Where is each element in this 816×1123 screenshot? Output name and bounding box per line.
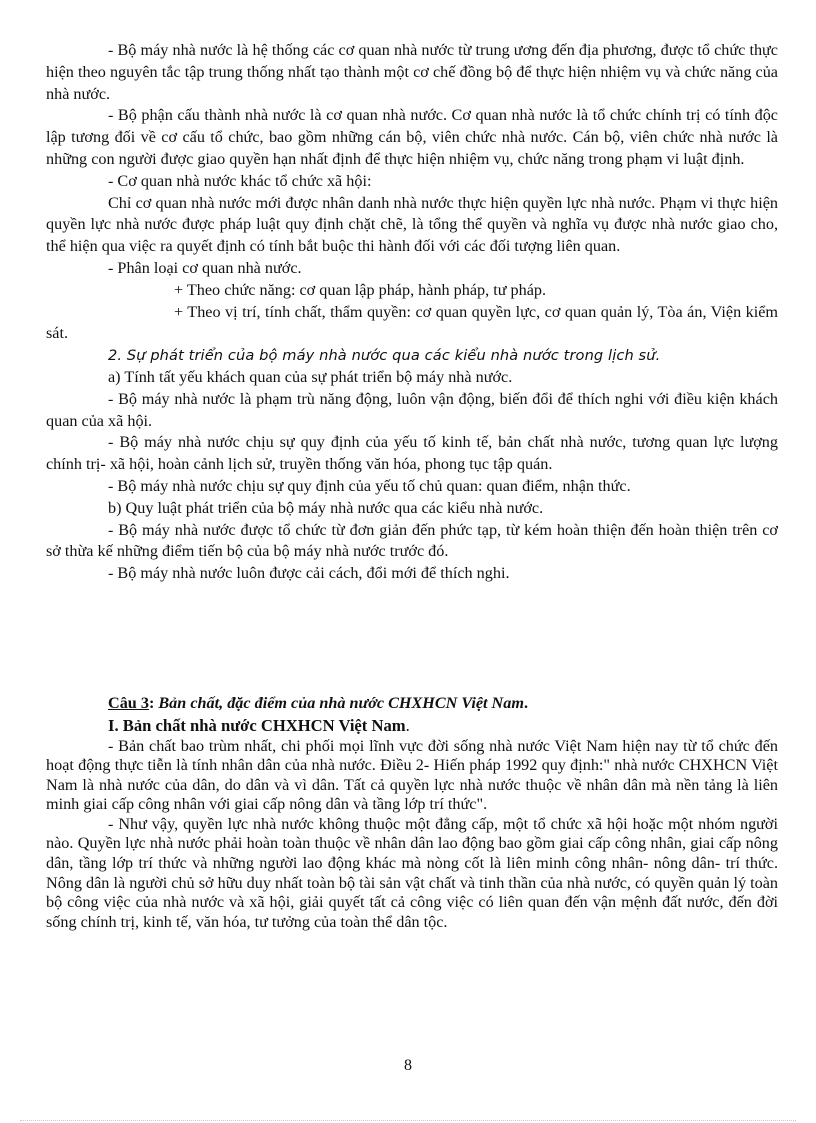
paragraph-yeu-to-chu-quan xyxy=(46,476,778,498)
list-item-text: + Theo vị trí, tính chất, thẩm quyền: cơ quan quyền lực, cơ quan quản lý, Tòa án, Viện kiểm sát. xyxy=(46,302,778,343)
paragraph-don-gian-phuc-tap xyxy=(46,520,778,564)
question-end: . xyxy=(523,693,528,712)
question-heading xyxy=(108,693,778,715)
paragraph-text: - Bộ máy nhà nước là phạm trù năng động, luôn vận động, biến đổi để thích nghi với điều kiện khách quan của xã hội. xyxy=(46,389,778,430)
paragraph-text: - Bộ máy nhà nước được tổ chức từ đơn giản đến phức tạp, từ kém hoàn thiện đến hoàn thiện trên cơ sở thừa kế những điểm tiến bộ của bộ máy nhà nước trước đó. xyxy=(46,520,778,561)
paragraph-text: - Bộ phận cấu thành nhà nước là cơ quan nhà nước. Cơ quan nhà nước là tổ chức chính trị có tính độc lập tương đối về cơ cấu tổ chức, bao gồm những cán bộ, viên chức nhà nước. Cán bộ, viên chức nhà nước là những con người được giao quyền hạn nhất định để thực hiện nhiệm vụ, chức năng trong phạm vi luật định. xyxy=(46,106,778,168)
list-item-theo-vi-tri xyxy=(46,302,778,346)
section-I-heading-text: I. Bản chất nhà nước CHXHCN Việt Nam xyxy=(108,715,406,735)
paragraph-text: - Bộ máy nhà nước luôn được cải cách, đổi mới để thích nghi. xyxy=(108,564,510,583)
list-item-text: + Theo chức năng: cơ quan lập pháp, hành pháp, tư pháp. xyxy=(174,280,547,299)
paragraph-text: - Bộ máy nhà nước là hệ thống các cơ quan nhà nước từ trung ương đến địa phương, được tổ chức thực hiện theo nguyên tắc tập trung thống nhất tạo thành một cơ chế đồng bộ để thực hiện nhiệm vụ và chức năng của nhà nước. xyxy=(46,41,778,103)
section-I-heading-end: . xyxy=(405,715,410,735)
paragraph-cai-cach-doi-moi xyxy=(46,563,778,585)
list-item-theo-chuc-nang xyxy=(46,280,778,302)
document-page xyxy=(46,40,778,932)
question-title: Bản chất, đặc điểm của nhà nước CHXHCN Việt Nam xyxy=(158,693,524,712)
page-number: 8 xyxy=(404,1057,412,1074)
paragraph-text: a) Tính tất yếu khách quan của sự phát triển bộ máy nhà nước. xyxy=(108,367,513,386)
paragraph-text: - Cơ quan nhà nước khác tổ chức xã hội: xyxy=(108,171,372,190)
paragraph-co-quan-khac-to-chuc xyxy=(46,171,778,193)
paragraph-bo-phan-cau-thanh xyxy=(46,105,778,170)
paragraph-quy-luat-phat-trien xyxy=(46,498,778,520)
section-2-heading: 2. Sự phát triển của bộ máy nhà nước qua các kiểu nhà nước trong lịch sử. xyxy=(108,347,661,365)
paragraph-text: b) Quy luật phát triển của bộ máy nhà nước qua các kiểu nhà nước. xyxy=(108,498,544,517)
page-bottom-divider xyxy=(20,1120,796,1121)
paragraph-text: - Phân loại cơ quan nhà nước. xyxy=(108,258,302,277)
paragraph-chi-co-quan xyxy=(46,193,778,258)
paragraph-phan-loai xyxy=(46,258,778,280)
paragraph-tinh-tat-yeu xyxy=(46,367,778,389)
paragraph-ban-chat-bao-trum xyxy=(46,737,778,815)
paragraph-nhu-vay xyxy=(46,815,778,933)
blank-space xyxy=(46,585,778,693)
paragraph-yeu-to-kinh-te xyxy=(46,432,778,476)
paragraph-text: - Bộ máy nhà nước chịu sự quy định của yếu tố kinh tế, bản chất nhà nước, tương quan lực lượng chính trị- xã hội, hoàn cảnh lịch sử, truyền thống văn hóa, phong tục tập quán. xyxy=(46,433,778,474)
paragraph-text: - Bản chất bao trùm nhất, chi phối mọi lĩnh vực đời sống nhà nước Việt Nam hiện nay từ tổ chức đến hoạt động thực tiễn là tính nhân dân của nhà nước. Điều 2- Hiến pháp 1992 quy định:" nhà nước CHXHCN Việt Nam là nhà nước của dân, do dân và vì dân. Tất cả quyền lực nhà nước thuộc về nhân dân mà nền tảng là liên minh giai cấp công nhân với giai cấp nông dân và tầng lớp trí thức". xyxy=(46,736,778,814)
question-separator: : xyxy=(148,693,159,712)
paragraph-bo-may-nha-nuoc xyxy=(46,40,778,105)
paragraph-text: - Như vậy, quyền lực nhà nước không thuộc một đẳng cấp, một tổ chức xã hội hoặc một nhóm người nào. Quyền lực nhà nước phải hoàn toàn thuộc về nhân dân lao động bao gồm giai cấp công nhân, giai cấp nông dân, tầng lớp trí thức và những người lao động khác mà nòng cốt là liên minh công nhân- nông dân- trí thức. Nông dân là người chủ sở hữu duy nhất toàn bộ tài sản vật chất và tinh thần của nhà nước, có quyền quản lý toàn bộ công việc của nhà nước và xã hội, giải quyết tất cả công việc có liên quan đến vận mệnh đất nước, đến đời sống chính trị, kinh tế, văn hóa, tư tưởng của toàn thể dân tộc. xyxy=(46,814,778,931)
paragraph-pham-tru-nang-dong xyxy=(46,389,778,433)
paragraph-text: Chỉ cơ quan nhà nước mới được nhân danh nhà nước thực hiện quyền lực nhà nước. Phạm vi thực hiện quyền lực nhà nước được pháp luật quy định chặt chẽ, là tổng thể quyền và nghĩa vụ được nhà nước giao cho, thể hiện qua việc ra quyết định có tính bắt buộc thi hành đối với các đối tượng liên quan. xyxy=(46,193,778,256)
section-I-heading xyxy=(108,715,778,737)
question-number: Câu 3 xyxy=(108,693,149,712)
paragraph-text: - Bộ máy nhà nước chịu sự quy định của yếu tố chủ quan: quan điểm, nhận thức. xyxy=(108,476,631,495)
